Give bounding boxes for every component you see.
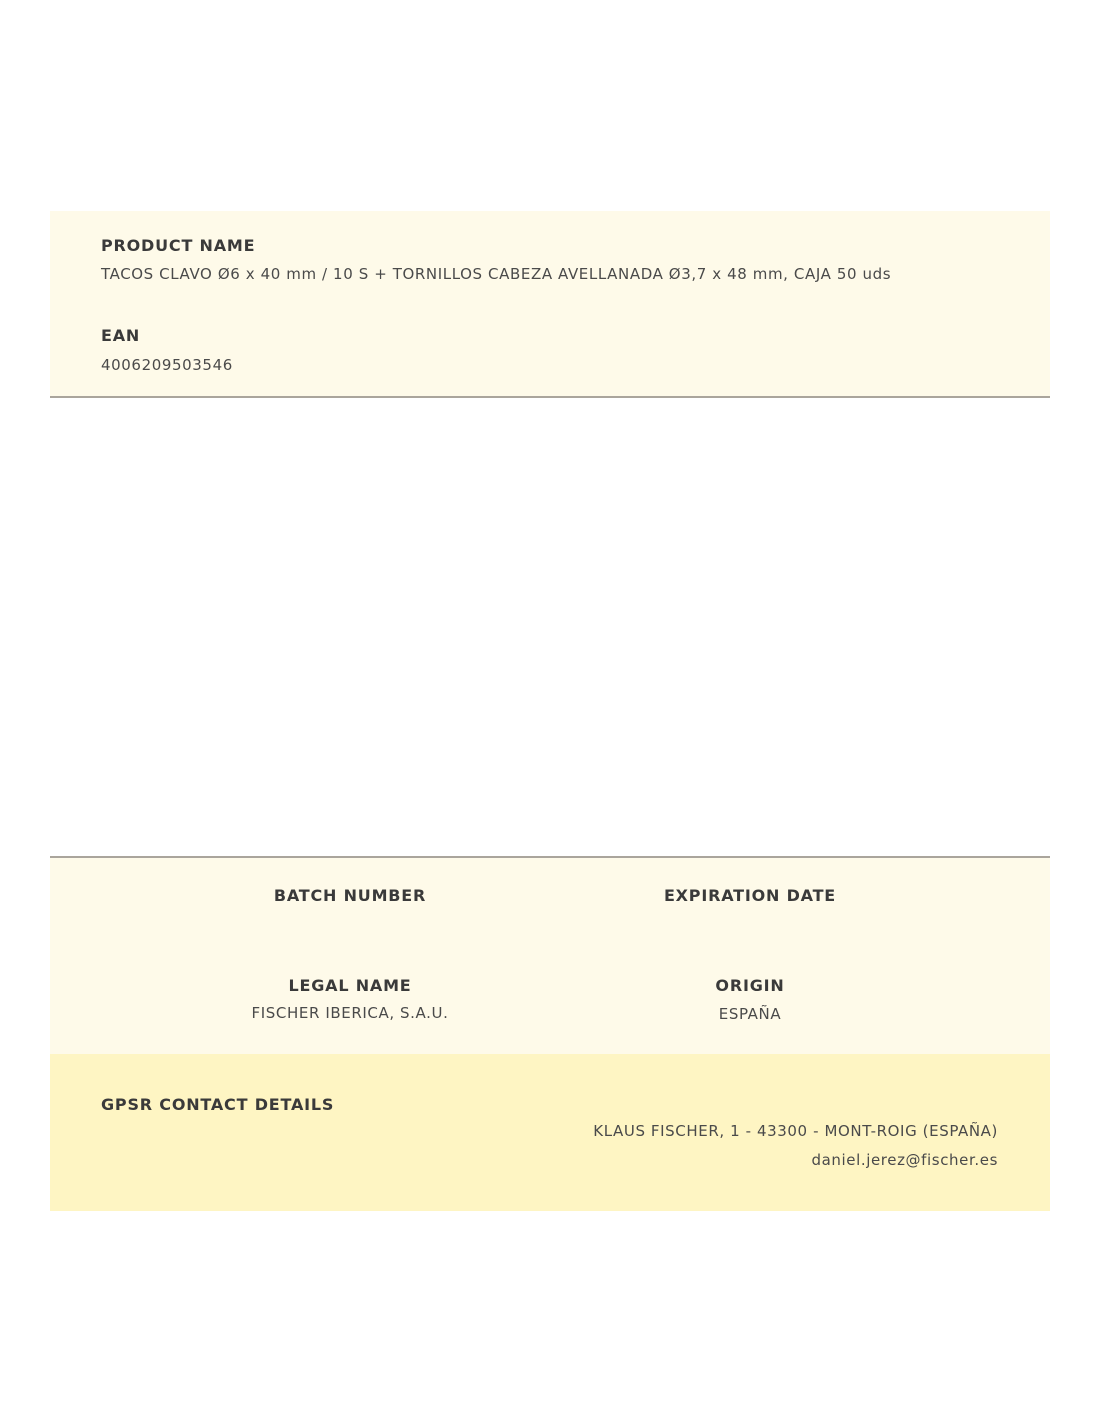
batch-number-label: BATCH NUMBER	[273, 886, 427, 905]
batch-legal-panel	[50, 856, 1050, 1056]
origin-value: ESPAÑA	[718, 1005, 782, 1023]
expiration-date-label: EXPIRATION DATE	[663, 886, 837, 905]
gpsr-email[interactable]: daniel.jerez@fischer.es	[811, 1151, 998, 1169]
product-name-value: TACOS CLAVO Ø6 x 40 mm / 10 S + TORNILLOS CABEZA AVELLANADA Ø3,7 x 48 mm, CAJA 50 uds	[101, 265, 892, 283]
gpsr-contact-panel	[50, 1054, 1050, 1211]
legal-name-value: FISCHER IBERICA, S.A.U.	[251, 1004, 449, 1022]
legal-name-label: LEGAL NAME	[288, 976, 412, 995]
gpsr-contact-label: GPSR CONTACT DETAILS	[101, 1095, 335, 1114]
product-name-label: PRODUCT NAME	[101, 236, 256, 255]
gpsr-address: KLAUS FISCHER, 1 - 43300 - MONT-ROIG (ESPAÑA)	[593, 1122, 998, 1140]
ean-label: EAN	[101, 326, 141, 345]
origin-label: ORIGIN	[715, 976, 785, 995]
product-info-panel	[50, 211, 1050, 398]
ean-value: 4006209503546	[101, 356, 233, 374]
